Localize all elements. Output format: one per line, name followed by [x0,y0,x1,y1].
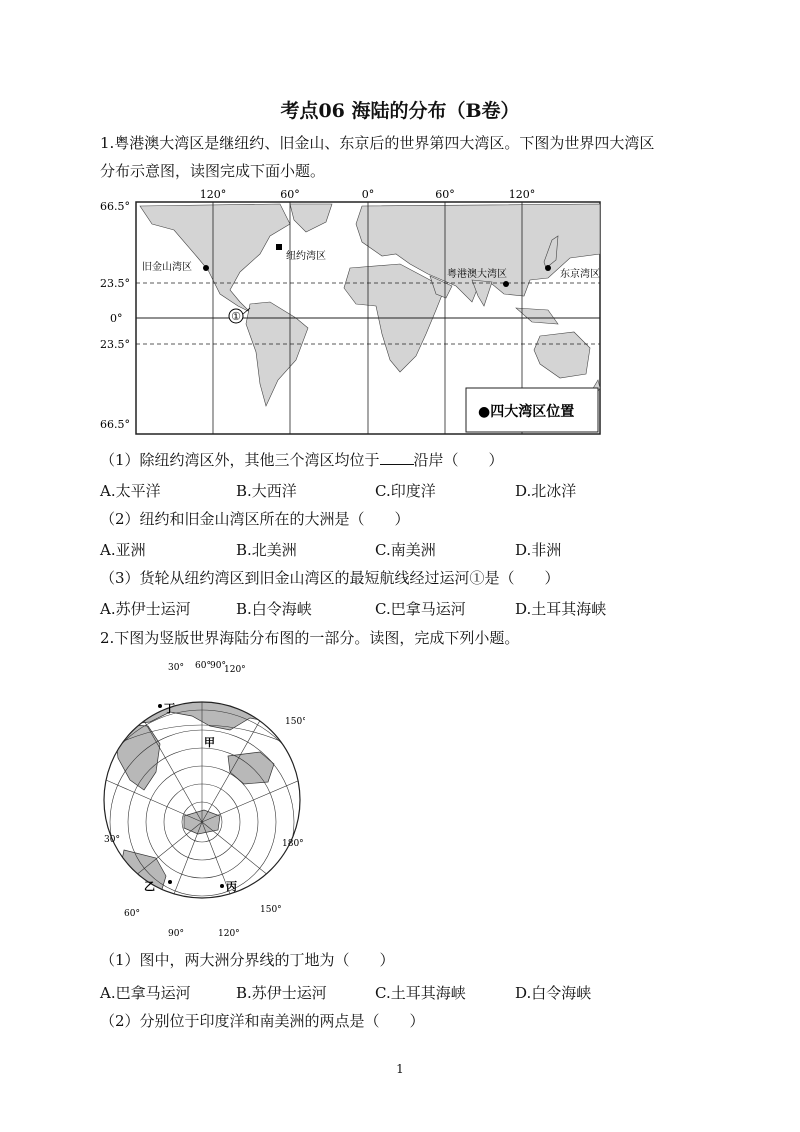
q1-sub3-option-a: A.苏伊士运河 [100,600,191,618]
page-title: 考点06 海陆的分布（B卷） [280,100,520,122]
deg-label: 150° [285,717,305,727]
label-ny: 纽约湾区 [286,251,326,262]
place-ding: 丁 [164,702,175,715]
q1-sub1-post: 沿岸（ ） [413,451,504,469]
lon-label: 60° [435,188,455,201]
lat-label: 23.5° [100,338,130,351]
place-yi: 乙 [144,880,155,893]
q1-sub3-option-c: C.巴拿马运河 [375,600,466,618]
q1-sub1-option-c: C.印度洋 [375,482,436,500]
q2-sub1-option-d: D.白令海峡 [515,984,592,1002]
q1-sub1 [100,450,504,470]
q1-sub2-option-c: C.南美洲 [375,541,436,559]
q1-sub2-option-b: B.北美洲 [236,541,297,559]
lon-label: 120° [508,188,536,201]
q1-sub1-option-a: A.太平洋 [100,482,161,500]
vertical-world-map [100,660,305,940]
q1-sub1-option-d: D.北冰洋 [515,482,577,500]
lat-label: 66.5° [100,418,130,431]
q1-sub3-option-b: B.白令海峡 [236,600,312,618]
q1-stem-line2: 分布示意图，读图完成下面小题。 [100,162,326,180]
legend-text: ●四大湾区位置 [478,404,575,420]
q1-sub1-pre: （1）除纽约湾区外，其他三个湾区均位于 [100,451,380,469]
lat-label: 23.5° [100,277,130,290]
deg-label: 90° [168,929,184,939]
deg-label: 120° [224,665,246,675]
q1-stem-line1: 1.粤港澳大湾区是继纽约、旧金山、东京后的世界第四大湾区。下图为世界四大湾区 [100,134,655,152]
q2-sub2: （2）分别位于印度洋和南美洲的两点是（ ） [100,1012,425,1030]
q2-sub1-option-c: C.土耳其海峡 [375,984,466,1002]
label-tokyo: 东京湾区 [560,269,600,280]
gba-dot [503,281,509,287]
deg-label: 150° [260,905,282,915]
q1-sub2-option-d: D.非洲 [515,541,562,559]
place-bing: 丙 [226,880,237,893]
q2-sub1: （1）图中，两大洲分界线的丁地为（ ） [100,951,395,969]
label-sf: 旧金山湾区 [142,262,192,273]
answer-blank [380,452,414,465]
q1-sub3: （3）货轮从纽约湾区到旧金山湾区的最短航线经过运河①是（ ） [100,569,560,587]
deg-label: 30° [168,663,184,673]
lat-label: 66.5° [100,200,130,213]
deg-label: 30° [104,835,120,845]
lon-label: 0° [361,188,375,201]
canal-marker: ① [231,310,241,323]
deg-label: 120° [218,929,240,939]
lon-label: 60° [280,188,300,201]
deg-label: 180° [282,839,304,849]
q1-sub2-option-a: A.亚洲 [100,541,146,559]
tokyo-dot [545,265,551,271]
q2-stem: 2.下图为竖版世界海陆分布图的一部分。读图，完成下列小题。 [100,629,520,647]
sf-dot [203,265,209,271]
q1-sub3-option-d: D.土耳其海峡 [515,600,607,618]
page-number: 1 [396,1062,404,1076]
deg-label: 90° [210,661,226,671]
place-jia: 甲 [204,736,215,749]
q2-sub1-option-b: B.苏伊士运河 [236,984,327,1002]
lat-label: 0° [110,312,123,325]
ny-marker [276,244,282,250]
deg-label: 60° [124,909,140,919]
q1-sub2: （2）纽约和旧金山湾区所在的大洲是（ ） [100,510,410,528]
q1-sub1-option-b: B.大西洋 [236,482,297,500]
label-gba: 粤港澳大湾区 [447,269,507,280]
deg-label: 60° [195,661,211,671]
world-bay-areas-map [100,184,610,436]
lon-label: 120° [199,188,227,201]
q2-sub1-option-a: A.巴拿马运河 [100,984,191,1002]
